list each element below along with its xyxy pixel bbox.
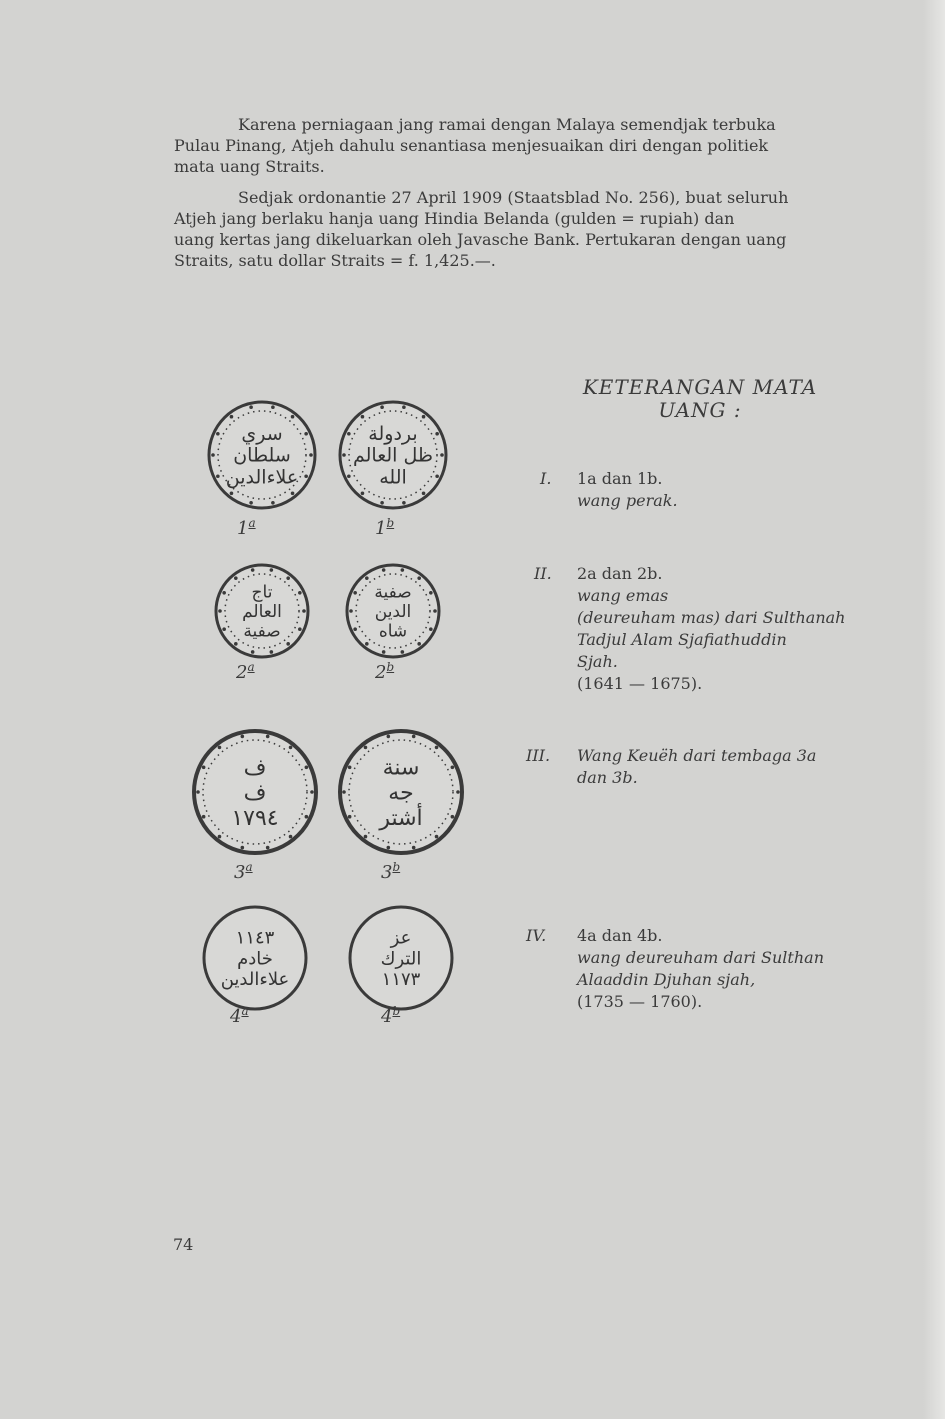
coin-bead: [417, 642, 421, 646]
coin-bead: [380, 501, 384, 505]
coin-bead: [387, 735, 391, 739]
coin-bead: [266, 735, 270, 739]
coin-inscription: سري: [241, 422, 283, 445]
coin-bead: [241, 846, 245, 850]
coin-inscription: ف: [243, 755, 267, 781]
coin-inscription: سنة: [382, 755, 420, 781]
coin-bead: [451, 815, 455, 819]
coin-bead: [286, 642, 290, 646]
coin-bead: [387, 846, 391, 850]
coin-bead: [216, 432, 220, 436]
coin-bead: [202, 765, 206, 769]
paragraph-line: Atjeh jang berlaku hanja uang Hindia Belanda (gulden = rupiah) dan: [174, 209, 735, 228]
paragraph-2: [174, 187, 874, 271]
coin-bead: [309, 453, 313, 457]
coin-label: 1$^a$: [237, 516, 256, 539]
coin-bead: [429, 627, 433, 631]
coin-bead: [305, 765, 309, 769]
coin-bead: [412, 846, 416, 850]
paragraph-line: Straits, satu dollar Straits = f. 1,425.—.: [174, 251, 496, 270]
coin-inscription: بردولة: [368, 422, 418, 445]
coin-1b: [335, 397, 451, 513]
coin-inscription: تاج: [251, 582, 273, 603]
legend-line: (deureuham mas) dari Sulthanah: [577, 608, 846, 627]
coin-bead: [266, 846, 270, 850]
coin-bead: [342, 453, 346, 457]
coin-bead: [429, 591, 433, 595]
page-number: 74: [173, 1235, 194, 1254]
coin-bead: [230, 415, 234, 419]
coin-inscription: الله: [379, 466, 407, 489]
coin-bead: [349, 609, 353, 613]
coin-bead: [348, 815, 352, 819]
coin-bead: [310, 790, 314, 794]
coin-bead: [218, 746, 222, 750]
coin-bead: [353, 591, 357, 595]
coin-label: 2$^b$: [375, 660, 395, 683]
coin-inscription: أشتر: [379, 806, 423, 831]
legend-line: wang deureuham dari Sulthan: [577, 948, 824, 967]
legend-numeral: I.: [540, 469, 552, 488]
coin-bead: [364, 835, 368, 839]
coin-inscription: العالم: [242, 601, 282, 622]
coin-bead: [347, 474, 351, 478]
paragraph-line: Sedjak ordonantie 27 April 1909 (Staatsblad No. 256), buat seluruh: [238, 188, 789, 207]
coin-bead: [348, 765, 352, 769]
coin-bead: [433, 609, 437, 613]
coin-bead: [347, 432, 351, 436]
paragraph-line: uang kertas jang dikeluarkan oleh Javasche Bank. Pertukaran dengan uang: [174, 230, 787, 249]
coin-bead: [298, 627, 302, 631]
coin-bead: [435, 746, 439, 750]
coin-bead: [402, 405, 406, 409]
coin-1a: [204, 397, 320, 513]
coin-inscription: ١١٤٣: [235, 927, 275, 949]
coin-bead: [380, 405, 384, 409]
coin-inscription: جه: [388, 780, 414, 806]
coin-bead: [417, 576, 421, 580]
coin-label: 2$^a$: [236, 660, 255, 683]
coin-bead: [451, 765, 455, 769]
coin-label: 4$^a$: [230, 1004, 249, 1027]
legend-numeral: IV.: [526, 926, 547, 945]
coin-bead: [364, 746, 368, 750]
coin-bead: [382, 650, 386, 654]
coin-bead: [218, 835, 222, 839]
coin-bead: [286, 576, 290, 580]
legend-line: dan 3b.: [577, 768, 638, 787]
coin-bead: [222, 591, 226, 595]
coin-label: 3$^a$: [234, 860, 253, 883]
coin-bead: [361, 492, 365, 496]
coin-bead: [249, 501, 253, 505]
coin-label: 3$^b$: [381, 860, 401, 883]
coin-inscription: علاءالدين: [220, 969, 290, 990]
coin-bead: [218, 609, 222, 613]
coin-inscription: شاه: [378, 621, 408, 642]
coin-bead: [222, 627, 226, 631]
coin-bead: [234, 576, 238, 580]
coin-inscription: سلطان: [233, 444, 291, 467]
coin-bead: [304, 474, 308, 478]
coin-bead: [440, 453, 444, 457]
coin-bead: [289, 835, 293, 839]
coin-inscription: خادم: [237, 948, 273, 970]
coin-bead: [249, 405, 253, 409]
coin-bead: [230, 492, 234, 496]
legend-numeral: II.: [534, 564, 552, 583]
legend-line: Alaaddin Djuhan sjah,: [577, 970, 756, 989]
coin-bead: [216, 474, 220, 478]
legend-line: (1735 — 1760).: [577, 992, 703, 1011]
coin-inscription: ١٧٩٤: [231, 806, 279, 831]
coin-bead: [365, 576, 369, 580]
paragraph-line: Karena perniagaan jang ramai dengan Malaya semendjak terbuka: [238, 115, 776, 134]
coin-bead: [412, 735, 416, 739]
coin-bead: [342, 790, 346, 794]
coin-bead: [365, 642, 369, 646]
legend-line: Wang Keuëh dari tembaga 3a: [577, 746, 817, 765]
coin-inscription: عز: [390, 927, 412, 949]
coin-bead: [401, 568, 405, 572]
coin-inscription: صفية: [243, 621, 281, 642]
legend-line: Tadjul Alam Sjafiathuddin: [577, 630, 787, 649]
coin-bead: [422, 415, 426, 419]
coin-bead: [271, 405, 275, 409]
coin-label: 1$^b$: [375, 516, 395, 539]
paragraph-1: [174, 114, 874, 177]
coin-inscription: ١١٧٣: [381, 969, 421, 990]
coin-bead: [361, 415, 365, 419]
coin-4b: [345, 902, 457, 1014]
coin-bead: [302, 609, 306, 613]
legend-line: 4a dan 4b.: [577, 926, 663, 945]
coin-bead: [353, 627, 357, 631]
coin-bead: [298, 591, 302, 595]
coin-3a: [189, 726, 321, 858]
coin-bead: [251, 650, 255, 654]
coin-bead: [402, 501, 406, 505]
legend-title: [560, 376, 840, 422]
coin-bead: [270, 568, 274, 572]
coin-bead: [422, 492, 426, 496]
coin-bead: [270, 650, 274, 654]
coin-bead: [435, 474, 439, 478]
coin-inscription: ظل العالم: [352, 444, 434, 467]
coin-bead: [202, 815, 206, 819]
coin-inscription: الدين: [374, 601, 412, 622]
legend-line: wang emas: [577, 586, 669, 605]
coin-3b: [335, 726, 467, 858]
paragraph-line: mata uang Straits.: [174, 157, 325, 176]
coin-bead: [382, 568, 386, 572]
coin-bead: [456, 790, 460, 794]
coin-inscription: علاءالدين: [225, 466, 299, 489]
legend-line: (1641 — 1675).: [577, 674, 703, 693]
coin-bead: [289, 746, 293, 750]
legend-line: 2a dan 2b.: [577, 564, 663, 583]
coin-2a: [211, 560, 313, 662]
coin-bead: [211, 453, 215, 457]
coin-2b: [342, 560, 444, 662]
page-edge: [923, 0, 945, 1419]
coin-label: 4$^b$: [381, 1004, 401, 1027]
coin-bead: [291, 415, 295, 419]
paragraph-line: Pulau Pinang, Atjeh dahulu senantiasa menjesuaikan diri dengan politiek: [174, 136, 769, 155]
legend-title-line: KETERANGAN MATA: [582, 375, 818, 399]
coin-bead: [271, 501, 275, 505]
coin-bead: [241, 735, 245, 739]
coin-4a: [199, 902, 311, 1014]
coin-bead: [305, 815, 309, 819]
coin-inscription: صفية: [374, 582, 412, 603]
coin-bead: [251, 568, 255, 572]
coin-bead: [435, 835, 439, 839]
coin-bead: [401, 650, 405, 654]
coin-inscription: الترك: [380, 948, 422, 970]
coin-bead: [234, 642, 238, 646]
coin-bead: [304, 432, 308, 436]
coin-bead: [291, 492, 295, 496]
legend-numeral: III.: [526, 746, 551, 765]
legend-line: Sjah.: [577, 652, 618, 671]
legend-title-line: UANG :: [658, 398, 742, 422]
legend-line: wang perak.: [577, 491, 678, 510]
coin-bead: [435, 432, 439, 436]
coin-inscription: ف: [243, 780, 267, 806]
coin-bead: [196, 790, 200, 794]
legend-line: 1a dan 1b.: [577, 469, 663, 488]
